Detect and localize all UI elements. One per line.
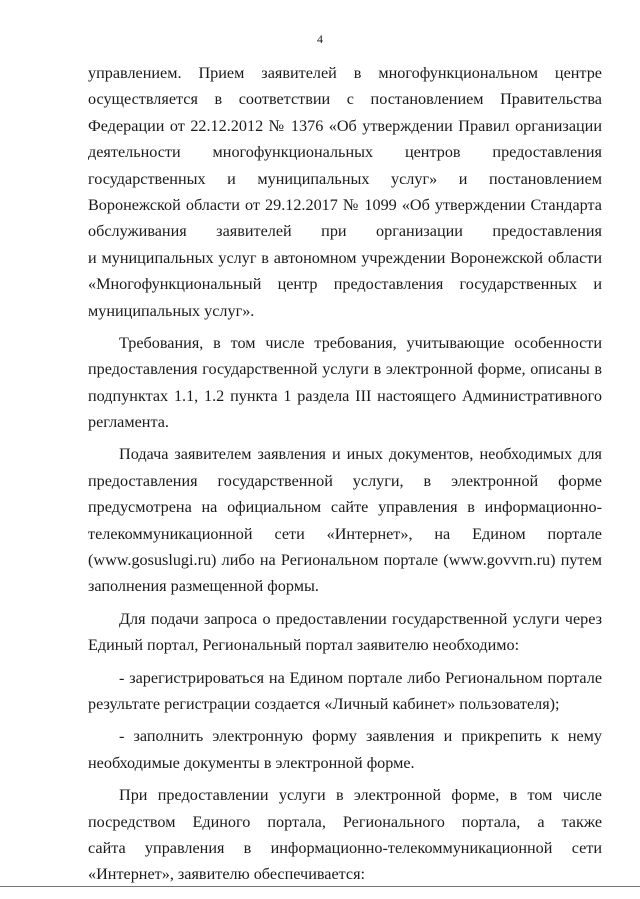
page-bottom-edge — [0, 886, 640, 887]
text-line: осуществляется в соответствии с постановлением Правительства — [88, 90, 602, 109]
text-line: заполнения размещенной формы. — [88, 577, 319, 596]
text-line: Единый портал, Региональный портал заявителю необходимо: — [88, 636, 520, 655]
text-line: и муниципальных услуг в автономном учреждении Воронежской области — [88, 248, 602, 267]
text-line: посредством Единого портала, Регионального портала, а также — [88, 812, 602, 831]
text-line: предоставления государственной услуги в электронной форме, описаны в — [88, 360, 602, 379]
text-line: сайта управления в информационно-телекоммуникационной сети — [88, 838, 602, 857]
text-line: предоставления государственной услуги, в электронной форме — [88, 471, 602, 490]
page-number: 4 — [317, 32, 323, 46]
text-line: результате регистрации создается «Личный кабинет» пользователя); — [88, 694, 560, 713]
text-line: обслуживания заявителей при организации предоставления — [88, 222, 602, 241]
text-line: подпунктах 1.1, 1.2 пункта 1 раздела III настоящего Административного — [88, 386, 602, 405]
text-line: (www.gosuslugi.ru) либо на Региональном портале (www.govvrn.ru) путем — [88, 551, 602, 570]
text-line: Подача заявителем заявления и иных документов, необходимых для — [119, 445, 602, 464]
text-line: необходимые документы в электронной форме. — [88, 753, 415, 772]
paragraph-portal-request — [88, 606, 602, 659]
paragraph-electronic-provision — [88, 782, 602, 888]
text-line: Воронежской области от 29.12.2017 № 1099 «Об утверждении Стандарта — [88, 195, 602, 214]
text-line: Требования, в том числе требования, учитывающие особенности — [119, 333, 602, 352]
text-line: «Многофункциональный центр предоставления государственных и — [88, 275, 602, 294]
text-line: муниципальных услуг». — [88, 301, 255, 320]
list-item-register — [88, 665, 602, 718]
text-line: деятельности многофункциональных центров предоставления — [88, 143, 602, 162]
text-line: предусмотрена на официальном сайте управления в информационно- — [88, 498, 602, 517]
paragraph-requirements — [88, 330, 602, 436]
text-line: государственных и муниципальных услуг» и постановлением — [88, 169, 602, 188]
text-line: «Интернет», заявителю обеспечивается: — [88, 865, 366, 884]
text-line: управлением. Прием заявителей в многофункциональном центре — [88, 64, 602, 82]
text-line: - зарегистрироваться на Едином портале либо Региональном портале — [119, 668, 602, 687]
text-line: Федерации от 22.12.2012 № 1376 «Об утверждении Правил организации — [88, 116, 602, 135]
text-line: телекоммуникационной сети «Интернет», на Едином портале — [88, 524, 602, 543]
paragraph-mfc-reception — [88, 60, 602, 324]
list-item-fill-form — [88, 723, 602, 776]
text-line: При предоставлении услуги в электронной форме, в том числе — [119, 786, 602, 805]
text-line: Для подачи запроса о предоставлении государственной услуги через — [119, 609, 602, 628]
paragraph-electronic-submission — [88, 441, 602, 599]
document-body — [88, 60, 602, 888]
text-line: - заполнить электронную форму заявления и прикрепить к нему — [119, 727, 602, 746]
text-line: регламента. — [88, 413, 169, 432]
